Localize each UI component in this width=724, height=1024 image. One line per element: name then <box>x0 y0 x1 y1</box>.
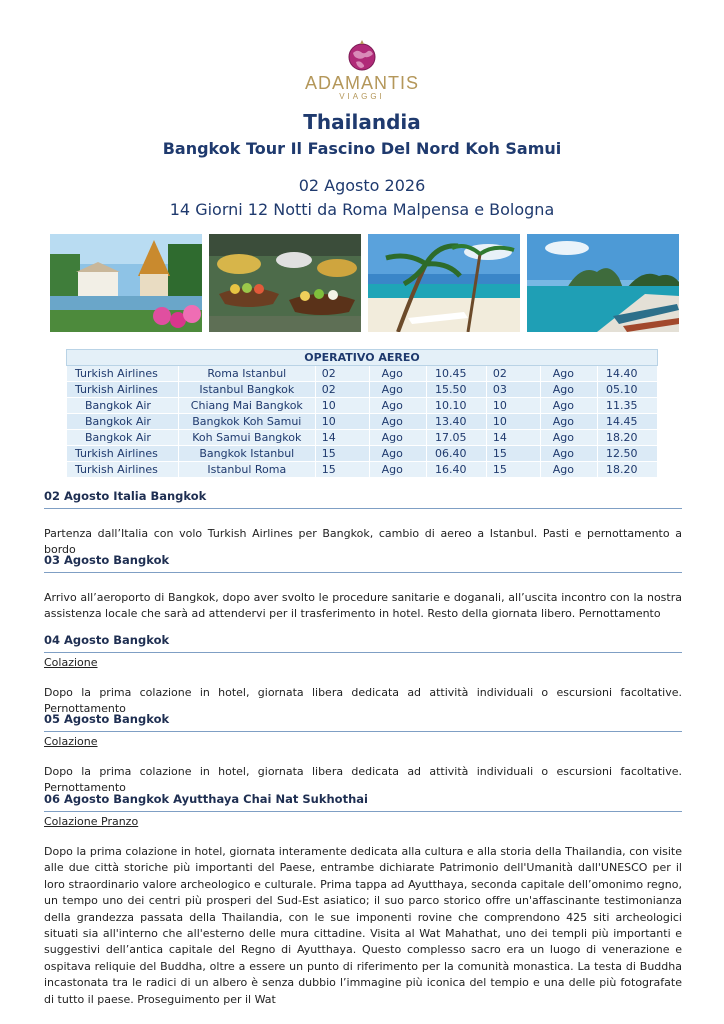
departure-date: 02 Agosto 2026 <box>298 176 426 195</box>
flight-arrival-time: 12.50 <box>598 446 658 462</box>
floating-market-photo <box>209 234 361 332</box>
flight-route: Roma Istanbul <box>178 366 315 382</box>
day-title: 06 Agosto Bangkok Ayutthaya Chai Nat Sukhothai <box>44 792 682 812</box>
flight-route: Koh Samui Bangkok <box>178 430 315 446</box>
flight-departure-time: 15.50 <box>426 382 486 398</box>
brand-logo <box>0 38 724 101</box>
flight-route: Bangkok Istanbul <box>178 446 315 462</box>
flight-departure-day: 10 <box>315 414 369 430</box>
flight-departure-month: Ago <box>369 414 426 430</box>
flight-departure-month: Ago <box>369 446 426 462</box>
longtail-boats-photo <box>527 234 679 332</box>
flight-route: Bangkok Koh Samui <box>178 414 315 430</box>
day-meals: Colazione <box>44 735 98 748</box>
flight-departure-day: 02 <box>315 366 369 382</box>
flight-arrival-month: Ago <box>540 382 597 398</box>
flight-departure-time: 10.10 <box>426 398 486 414</box>
day-section <box>44 489 682 559</box>
flight-departure-day: 02 <box>315 382 369 398</box>
flight-departure-time: 06.40 <box>426 446 486 462</box>
day-meals: Colazione <box>44 656 98 669</box>
palm-beach-photo <box>368 234 520 332</box>
flight-route: Chiang Mai Bangkok <box>178 398 315 414</box>
flight-arrival-time: 14.45 <box>598 414 658 430</box>
flight-route: Istanbul Bangkok <box>178 382 315 398</box>
flight-departure-month: Ago <box>369 382 426 398</box>
flight-airline: Bangkok Air <box>67 398 179 414</box>
flight-departure-time: 17.05 <box>426 430 486 446</box>
day-description: Dopo la prima colazione in hotel, giornata libera dedicata ad attività individuali o escursioni facoltative. Pernottamento <box>44 765 682 795</box>
day-section <box>44 712 682 797</box>
flight-arrival-time: 14.40 <box>598 366 658 382</box>
flight-arrival-time: 18.20 <box>598 430 658 446</box>
flight-arrival-day: 14 <box>486 430 540 446</box>
day-description: Arrivo all’aeroporto di Bangkok, dopo aver svolto le procedure sanitarie e doganali, all’uscita incontro con la nostra assistenza locale che sarà ad attendervi per il trasferimento in hotel. Resto della giornata libero. Pernottamento <box>44 591 682 621</box>
flight-route: Istanbul Roma <box>178 462 315 478</box>
flight-airline: Turkish Airlines <box>67 462 179 478</box>
flight-rows <box>67 366 658 478</box>
day-description: Dopo la prima colazione in hotel, giornata libera dedicata ad attività individuali o escursioni facoltative. Pernottamento <box>44 686 682 716</box>
flight-arrival-month: Ago <box>540 462 597 478</box>
day-title: 03 Agosto Bangkok <box>44 553 682 573</box>
flight-row <box>67 430 658 446</box>
page-subtitle: Bangkok Tour Il Fascino Del Nord Koh Samui <box>162 139 562 158</box>
flight-departure-day: 15 <box>315 446 369 462</box>
day-section <box>44 792 682 1008</box>
trip-duration: 14 Giorni 12 Notti da Roma Malpensa e Bologna <box>169 200 555 219</box>
brand-tagline: VIAGGI <box>339 92 385 101</box>
day-title: 04 Agosto Bangkok <box>44 633 682 653</box>
flight-arrival-day: 10 <box>486 398 540 414</box>
flight-airline: Bangkok Air <box>67 430 179 446</box>
flight-row <box>67 446 658 462</box>
flight-row <box>67 366 658 382</box>
flight-airline: Turkish Airlines <box>67 366 179 382</box>
photo-strip <box>50 234 680 334</box>
flight-arrival-month: Ago <box>540 446 597 462</box>
flight-arrival-day: 03 <box>486 382 540 398</box>
flight-arrival-month: Ago <box>540 398 597 414</box>
flight-row <box>67 414 658 430</box>
globe-logo-icon <box>347 38 377 72</box>
flight-arrival-month: Ago <box>540 414 597 430</box>
day-section <box>44 553 682 623</box>
flight-row <box>67 382 658 398</box>
flight-arrival-month: Ago <box>540 366 597 382</box>
flight-arrival-time: 18.20 <box>598 462 658 478</box>
flight-departure-time: 16.40 <box>426 462 486 478</box>
flight-row <box>67 398 658 414</box>
day-title: 02 Agosto Italia Bangkok <box>44 489 682 509</box>
page-title: Thailandia <box>303 110 421 134</box>
flight-departure-month: Ago <box>369 398 426 414</box>
flight-departure-day: 10 <box>315 398 369 414</box>
flight-table-heading: OPERATIVO AEREO <box>67 350 658 366</box>
flight-arrival-day: 10 <box>486 414 540 430</box>
flight-airline: Turkish Airlines <box>67 382 179 398</box>
flight-arrival-time: 11.35 <box>598 398 658 414</box>
flight-departure-month: Ago <box>369 430 426 446</box>
flight-airline: Turkish Airlines <box>67 446 179 462</box>
flight-airline: Bangkok Air <box>67 414 179 430</box>
flight-departure-day: 14 <box>315 430 369 446</box>
flight-departure-month: Ago <box>369 462 426 478</box>
day-meals: Colazione Pranzo <box>44 815 139 828</box>
flight-departure-day: 15 <box>315 462 369 478</box>
flight-arrival-month: Ago <box>540 430 597 446</box>
day-section <box>44 633 682 718</box>
flight-arrival-day: 02 <box>486 366 540 382</box>
flight-arrival-day: 15 <box>486 446 540 462</box>
day-title: 05 Agosto Bangkok <box>44 712 682 732</box>
flight-departure-month: Ago <box>369 366 426 382</box>
flight-departure-time: 10.45 <box>426 366 486 382</box>
day-description: Partenza dall’Italia con volo Turkish Airlines per Bangkok, cambio di aereo a Istanbul. Pasti e pernottamento a bordo <box>44 527 682 557</box>
flight-schedule-table <box>66 349 658 478</box>
day-description: Dopo la prima colazione in hotel, giornata interamente dedicata alla cultura e alla storia della Thailandia, con visite alle due città storiche più importanti del Paese, entrambe dichiarate Patrimonio dell'Umanità dall'UNESCO per il loro straordinario valore archeologico e culturale. Prima tappa ad Ayutthaya, seconda capitale dell’omonimo regno, un tempo uno dei centri più prosperi del Sud-Est asiatico; il suo parco storico offre un'affascinante testimonianza della grandezza passata della Thailandia, con le sue imponenti rovine che comprendono 425 siti archeologici situati sia all'interno che all'esterno delle mura cittadine. Visita al Wat Mahathat, uno dei templi più importanti e suggestivi dell’antica capitale del Regno di Ayutthaya. Questo complesso sacro era un luogo di venerazione e ospitava reliquie del Buddha, oltre a essere un punto di riferimento per la comunità monastica. La testa di Buddha incastonata tra le radici di un albero è senza dubbio l’immagine più iconica del tempio e una delle più fotografate di tutto il paese. Proseguimento per il Wat <box>44 845 682 1006</box>
flight-arrival-day: 15 <box>486 462 540 478</box>
flight-arrival-time: 05.10 <box>598 382 658 398</box>
flight-row <box>67 462 658 478</box>
palace-pavilion-photo <box>50 234 202 332</box>
brand-name: ADAMANTIS <box>304 73 419 93</box>
flight-departure-time: 13.40 <box>426 414 486 430</box>
